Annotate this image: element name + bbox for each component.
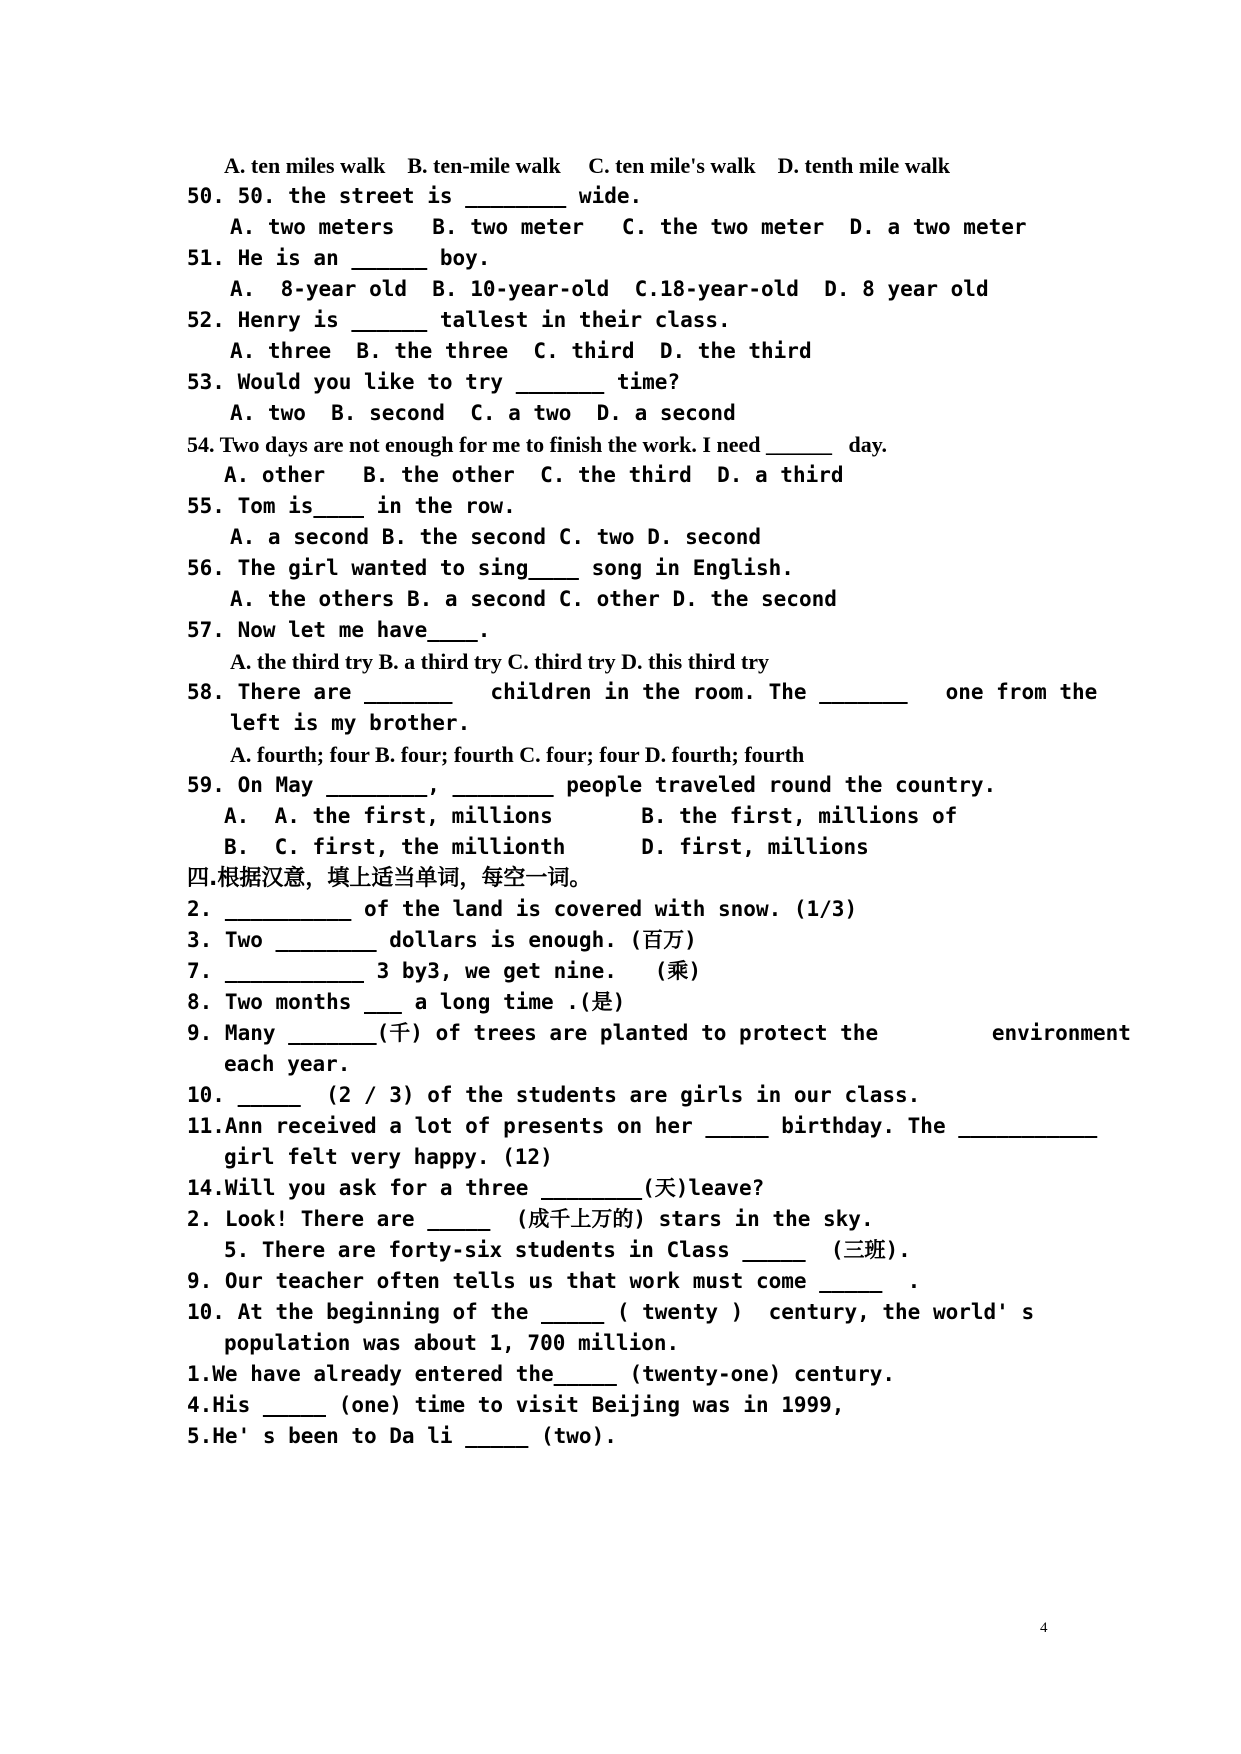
q54-options: A. other B. the other C. the third D. a third <box>224 463 844 487</box>
fill-item: 3. Two ________ dollars is enough. (百万) <box>187 928 697 952</box>
fill-item: 4.His _____ (one) time to visit Beijing was in 1999, <box>187 1393 845 1417</box>
fill-item: 8. Two months ___ a long time .(是) <box>187 990 626 1014</box>
q49-options: A. ten miles walk B. ten-mile walk C. ten mile's walk D. tenth mile walk <box>224 153 950 178</box>
q53-options: A. two B. second C. a two D. a second <box>230 401 736 425</box>
fill-item: 11.Ann received a lot of presents on her _____ birthday. The ___________ <box>187 1114 1098 1138</box>
fill-item: 5.He' s been to Da li _____ (two). <box>187 1424 617 1448</box>
section-four-heading: 四.根据汉意，填上适当单词，每空一词。 <box>187 866 592 891</box>
fill-item: 14.Will you ask for a three ________(天)leave? <box>187 1176 765 1200</box>
fill-item: 10. At the beginning of the _____ ( twenty ) century, the world' s <box>187 1300 1035 1324</box>
page-number: 4 <box>1040 1620 1048 1636</box>
fill-item: 1.We have already entered the_____ (twenty-one) century. <box>187 1362 896 1386</box>
fill-item: 9. Our teacher often tells us that work must come _____ . <box>187 1269 921 1293</box>
fill-item: 7. ___________ 3 by3, we get nine. (乘) <box>187 959 702 983</box>
q51-options: A. 8-year old B. 10-year-old C.18-year-old D. 8 year old <box>230 277 989 301</box>
q53-stem: 53. Would you like to try _______ time? <box>187 370 681 394</box>
fill-item: 2. __________ of the land is covered with snow. (1/3) <box>187 897 858 921</box>
fill-item-continued: each year. <box>224 1052 351 1076</box>
q58-stem: 58. There are _______ children in the room. The _______ one from the <box>187 680 1098 704</box>
q50-options: A. two meters B. two meter C. the two meter D. a two meter <box>230 215 1027 239</box>
fill-item: 9. Many _______(千) of trees are planted to protect the environment <box>187 1021 1131 1045</box>
q54-stem: 54. Two days are not enough for me to finish the work. I need ______ day. <box>187 432 887 457</box>
q56-stem: 56. The girl wanted to sing____ song in English. <box>187 556 794 580</box>
q58-stem-continued: left is my brother. <box>230 711 471 735</box>
q57-stem: 57. Now let me have____. <box>187 618 491 642</box>
q52-stem: 52. Henry is ______ tallest in their class. <box>187 308 731 332</box>
fill-item-continued: girl felt very happy. (12) <box>224 1145 553 1169</box>
q58-options: A. fourth; four B. four; fourth C. four; four D. fourth; fourth <box>230 742 805 767</box>
fill-item: 5. There are forty-six students in Class _____ (三班). <box>224 1238 911 1262</box>
q59-stem: 59. On May ________, ________ people traveled round the country. <box>187 773 997 797</box>
q55-options: A. a second B. the second C. two D. second <box>230 525 762 549</box>
q50-stem: 50. 50. the street is ________ wide. <box>187 184 643 208</box>
q57-options: A. the third try B. a third try C. third try D. this third try <box>230 649 769 674</box>
fill-item: 10. _____ (2 / 3) of the students are girls in our class. <box>187 1083 921 1107</box>
q51-stem: 51. He is an ______ boy. <box>187 246 491 270</box>
fill-item-continued: population was about 1, 700 million. <box>224 1331 680 1355</box>
q59-options-row2: B. C. first, the millionth D. first, millions <box>224 835 869 859</box>
q52-options: A. three B. the three C. third D. the third <box>230 339 812 363</box>
q55-stem: 55. Tom is____ in the row. <box>187 494 516 518</box>
fill-item: 2. Look! There are _____ (成千上万的) stars in the sky. <box>187 1207 874 1231</box>
q56-options: A. the others B. a second C. other D. the second <box>230 587 837 611</box>
q59-options-row1: A. A. the first, millions B. the first, millions of <box>224 804 958 828</box>
